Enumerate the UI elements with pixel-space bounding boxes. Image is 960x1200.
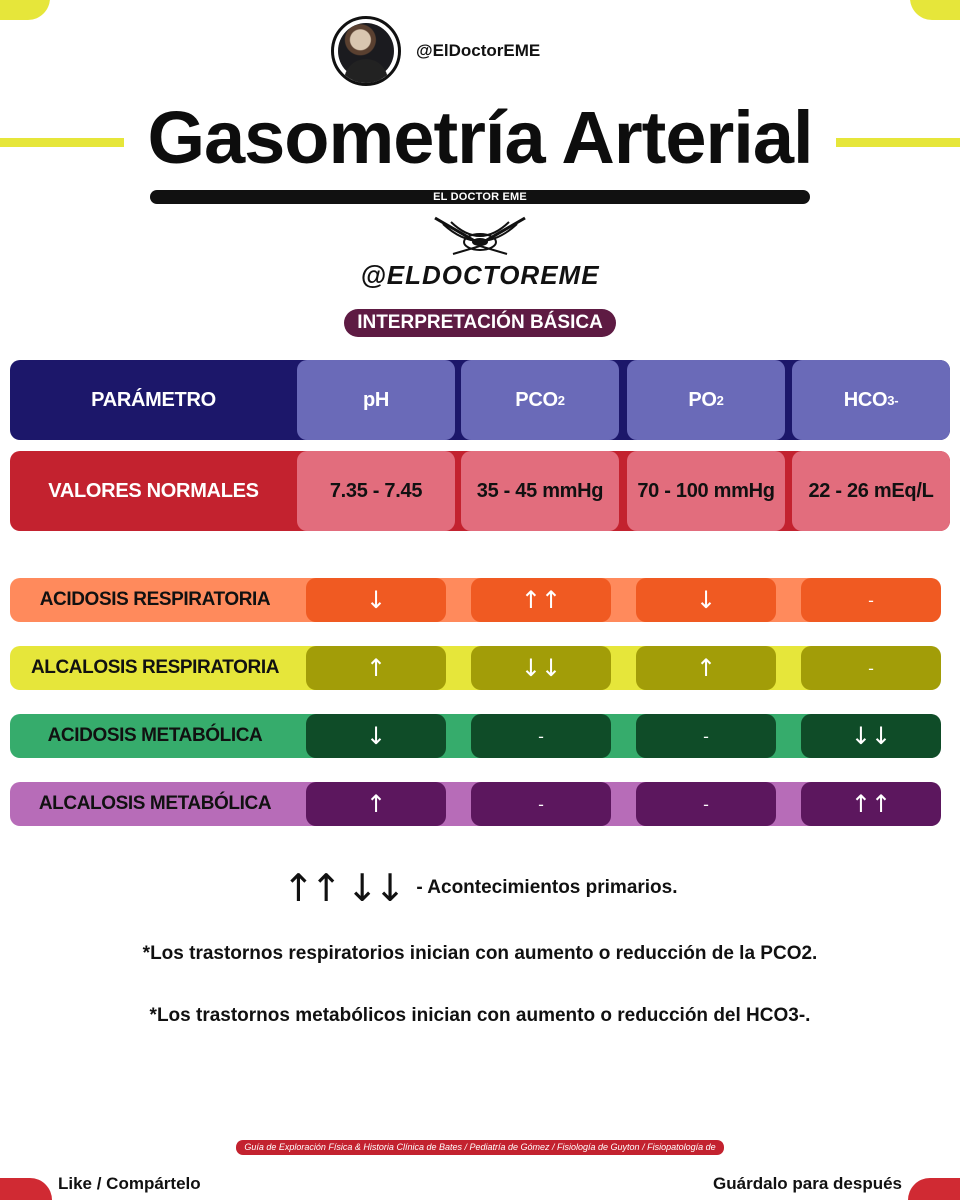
brand-logo-icon <box>433 214 527 260</box>
disorder-value-hco3: ↑↑ <box>801 782 941 826</box>
avatar[interactable] <box>331 16 401 86</box>
brand-small-text: EL DOCTOR EME <box>433 191 527 203</box>
disorder-value-hco3: ↓↓ <box>801 714 941 758</box>
disorder-value-pco2: - <box>471 714 611 758</box>
save-for-later-cta[interactable]: Guárdalo para después <box>713 1174 902 1193</box>
disorder-row-alcalosis-respiratoria <box>10 646 940 690</box>
disorder-value-po2: ↓ <box>636 578 776 622</box>
disorder-value-hco3: - <box>801 578 941 622</box>
disorder-value-ph: ↑ <box>306 782 446 826</box>
header-cell-hco3 <box>792 360 950 440</box>
header-cell-hco3-subscript: 3- <box>887 392 899 408</box>
normal-value-pco2: 35 - 45 mmHg <box>461 451 619 531</box>
legend-text: - Acontecimientos primarios. <box>416 877 678 898</box>
disorder-value-po2: - <box>636 714 776 758</box>
disorder-value-pco2: ↓↓ <box>471 646 611 690</box>
disorder-value-ph: ↓ <box>306 714 446 758</box>
normal-values-row <box>10 451 950 531</box>
disorder-value-pco2: - <box>471 782 611 826</box>
corner-decoration-bottom-left <box>0 1178 52 1200</box>
author-header <box>0 14 960 86</box>
header-cell-ph-text: pH <box>362 388 390 411</box>
disorder-value-ph: ↑ <box>306 646 446 690</box>
disorder-value-pco2: ↑↑ <box>471 578 611 622</box>
header-cell-pco2-subscript: 2 <box>557 392 565 408</box>
legend-arrows-icon: ↑↑ ↓↓ <box>282 866 402 910</box>
section-subtitle: INTERPRETACIÓN BÁSICA <box>344 309 616 337</box>
header-cell-pco2-text: PCO <box>515 388 558 411</box>
parameter-header-label: PARÁMETRO <box>91 388 216 411</box>
page-title: Gasometría Arterial <box>147 96 813 179</box>
normal-value-hco3: 22 - 26 mEq/L <box>792 451 950 531</box>
header-cell-po2-text: PO <box>688 388 717 411</box>
brand-handle: @ELDOCTOREME <box>360 260 600 290</box>
arrow-legend <box>0 866 960 910</box>
note-metabolic: *Los trastornos metabólicos inician con aumento o reducción del HCO3-. <box>149 1005 811 1026</box>
disorder-value-ph: ↓ <box>306 578 446 622</box>
like-share-cta[interactable]: Like / Compártelo <box>58 1174 201 1193</box>
normal-values-label: VALORES NORMALES <box>48 479 259 502</box>
disorder-label: ACIDOSIS METABÓLICA <box>47 725 263 746</box>
header-cell-pco2 <box>461 360 619 440</box>
disorder-row-acidosis-metabolica <box>10 714 940 758</box>
corner-decoration-bottom-right <box>908 1178 960 1200</box>
references-banner: Guía de Exploración Física & Historia Clínica de Bates / Pediatría de Gómez / Fisiología de Guyton / Fisiopatología de Porth <box>236 1140 724 1155</box>
disorder-value-hco3: - <box>801 646 941 690</box>
header-cell-po2-subscript: 2 <box>716 392 724 408</box>
header-cell-hco3-text: HCO <box>843 388 888 411</box>
parameter-header-row <box>10 360 950 440</box>
disorder-label: ALCALOSIS RESPIRATORIA <box>30 657 280 678</box>
disorder-label: ACIDOSIS RESPIRATORIA <box>39 589 271 610</box>
disorder-row-acidosis-respiratoria <box>10 578 940 622</box>
header-cell-po2 <box>627 360 785 440</box>
header-cell-ph <box>297 360 455 440</box>
disorder-row-alcalosis-metabolica <box>10 782 940 826</box>
author-handle[interactable]: @ElDoctorEME <box>416 41 541 60</box>
disorder-label: ALCALOSIS METABÓLICA <box>38 793 272 814</box>
disorder-value-po2: - <box>636 782 776 826</box>
note-respiratory: *Los trastornos respiratorios inician con aumento o reducción de la PCO2. <box>142 943 818 964</box>
normal-value-ph: 7.35 - 7.45 <box>297 451 455 531</box>
disorder-value-po2: ↑ <box>636 646 776 690</box>
normal-value-po2: 70 - 100 mmHg <box>627 451 785 531</box>
